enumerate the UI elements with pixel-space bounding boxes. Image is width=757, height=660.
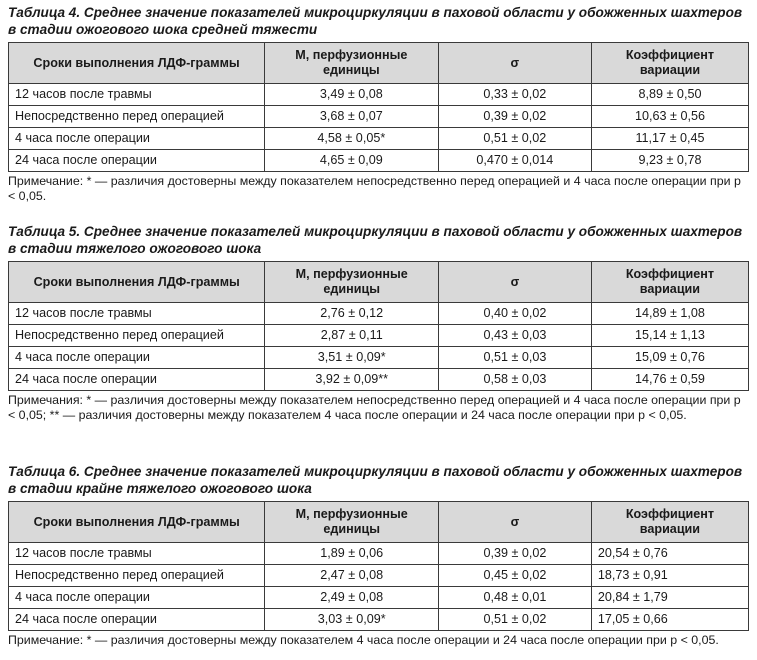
cell-time: 4 часа после операции (9, 347, 265, 369)
column-header-mean: М, перфузионные единицы (265, 262, 439, 303)
cell-mean: 2,87 ± 0,11 (265, 325, 439, 347)
table-4-note: Примечание: * — различия достоверны между показателем непосредственно перед операцией и 4 часа после операции при р < 0,05. (8, 174, 741, 203)
cell-sigma: 0,33 ± 0,02 (438, 84, 591, 106)
cell-sigma: 0,40 ± 0,02 (439, 303, 592, 325)
table-5-note: Примечания: * — различия достоверны между показателем непосредственно перед операцией и 4 часа после операции при р < 0,05; ** — различия достоверны между показателем 4 часа после операции и 24 часа после операции при р < 0,05. (8, 393, 741, 422)
table-row (9, 609, 749, 631)
table-4 (8, 42, 749, 172)
table-6 (8, 501, 749, 631)
column-header-time: Сроки выполнения ЛДФ-граммы (9, 502, 265, 543)
cell-cv: 20,84 ± 1,79 (591, 587, 748, 609)
column-header-cv: Коэффициент вариации (591, 262, 748, 303)
table-row (9, 347, 749, 369)
cell-time: 24 часа после операции (9, 609, 265, 631)
cell-cv: 20,54 ± 0,76 (591, 543, 748, 565)
table-row (9, 565, 749, 587)
cell-cv: 17,05 ± 0,66 (591, 609, 748, 631)
cell-cv: 10,63 ± 0,56 (591, 106, 748, 128)
table-row (9, 369, 749, 391)
table-5 (8, 261, 749, 391)
table-6-block (8, 463, 749, 648)
column-header-mean: М, перфузионные единицы (265, 43, 439, 84)
cell-mean: 3,03 ± 0,09* (265, 609, 439, 631)
table-row (9, 150, 749, 172)
table-row (9, 325, 749, 347)
cell-sigma: 0,58 ± 0,03 (439, 369, 592, 391)
cell-sigma: 0,51 ± 0,02 (439, 609, 592, 631)
cell-time: Непосредственно перед операцией (9, 106, 265, 128)
cell-mean: 3,92 ± 0,09** (265, 369, 439, 391)
cell-mean: 4,58 ± 0,05* (265, 128, 439, 150)
table-row (9, 128, 749, 150)
cell-mean: 1,89 ± 0,06 (265, 543, 439, 565)
cell-cv: 8,89 ± 0,50 (591, 84, 748, 106)
cell-cv: 18,73 ± 0,91 (591, 565, 748, 587)
cell-mean: 2,49 ± 0,08 (265, 587, 439, 609)
table-4-title: Таблица 4. Среднее значение показателей микроциркуляции в паховой области у обожженных шахтеров в стадии ожогового шока средней тяжести (8, 5, 743, 37)
table-row (9, 587, 749, 609)
cell-time: 24 часа после операции (9, 150, 265, 172)
table-row (9, 543, 749, 565)
cell-sigma: 0,51 ± 0,03 (439, 347, 592, 369)
cell-cv: 11,17 ± 0,45 (591, 128, 748, 150)
cell-mean: 2,76 ± 0,12 (265, 303, 439, 325)
cell-time: 24 часа после операции (9, 369, 265, 391)
table-header-row (9, 502, 749, 543)
table-header-row (9, 43, 749, 84)
column-header-sigma: σ (439, 262, 592, 303)
column-header-time: Сроки выполнения ЛДФ-граммы (9, 262, 265, 303)
table-row (9, 303, 749, 325)
cell-time: 12 часов после травмы (9, 303, 265, 325)
column-header-sigma: σ (438, 43, 591, 84)
cell-time: 4 часа после операции (9, 587, 265, 609)
cell-time: 12 часов после травмы (9, 84, 265, 106)
cell-mean: 3,68 ± 0,07 (265, 106, 439, 128)
cell-sigma: 0,39 ± 0,02 (439, 543, 592, 565)
column-header-time: Сроки выполнения ЛДФ-граммы (9, 43, 265, 84)
cell-mean: 2,47 ± 0,08 (265, 565, 439, 587)
table-6-note: Примечание: * — различия достоверны между показателем 4 часа после операции и 24 часа после операции при р < 0,05. (8, 633, 719, 647)
cell-cv: 15,14 ± 1,13 (591, 325, 748, 347)
cell-time: Непосредственно перед операцией (9, 565, 265, 587)
cell-time: Непосредственно перед операцией (9, 325, 265, 347)
cell-cv: 9,23 ± 0,78 (591, 150, 748, 172)
cell-mean: 4,65 ± 0,09 (265, 150, 439, 172)
table-header-row (9, 262, 749, 303)
cell-time: 4 часа после операции (9, 128, 265, 150)
cell-sigma: 0,470 ± 0,014 (438, 150, 591, 172)
cell-sigma: 0,39 ± 0,02 (438, 106, 591, 128)
table-4-block (8, 4, 749, 204)
column-header-cv: Коэффициент вариации (591, 502, 748, 543)
cell-cv: 14,89 ± 1,08 (591, 303, 748, 325)
cell-cv: 14,76 ± 0,59 (591, 369, 748, 391)
table-row (9, 84, 749, 106)
cell-sigma: 0,43 ± 0,03 (439, 325, 592, 347)
cell-sigma: 0,45 ± 0,02 (439, 565, 592, 587)
cell-mean: 3,51 ± 0,09* (265, 347, 439, 369)
table-6-title: Таблица 6. Среднее значение показателей микроциркуляции в паховой области у обожженных шахтеров в стадии крайне тяжелого ожогового шока (8, 464, 743, 496)
table-5-title: Таблица 5. Среднее значение показателей микроциркуляции в паховой области у обожженных шахтеров в стадии тяжелого ожогового шока (8, 224, 743, 256)
column-header-cv: Коэффициент вариации (591, 43, 748, 84)
table-row (9, 106, 749, 128)
column-header-sigma: σ (439, 502, 592, 543)
cell-sigma: 0,51 ± 0,02 (438, 128, 591, 150)
table-5-block (8, 223, 749, 423)
cell-time: 12 часов после травмы (9, 543, 265, 565)
column-header-mean: М, перфузионные единицы (265, 502, 439, 543)
cell-sigma: 0,48 ± 0,01 (439, 587, 592, 609)
cell-cv: 15,09 ± 0,76 (591, 347, 748, 369)
cell-mean: 3,49 ± 0,08 (265, 84, 439, 106)
